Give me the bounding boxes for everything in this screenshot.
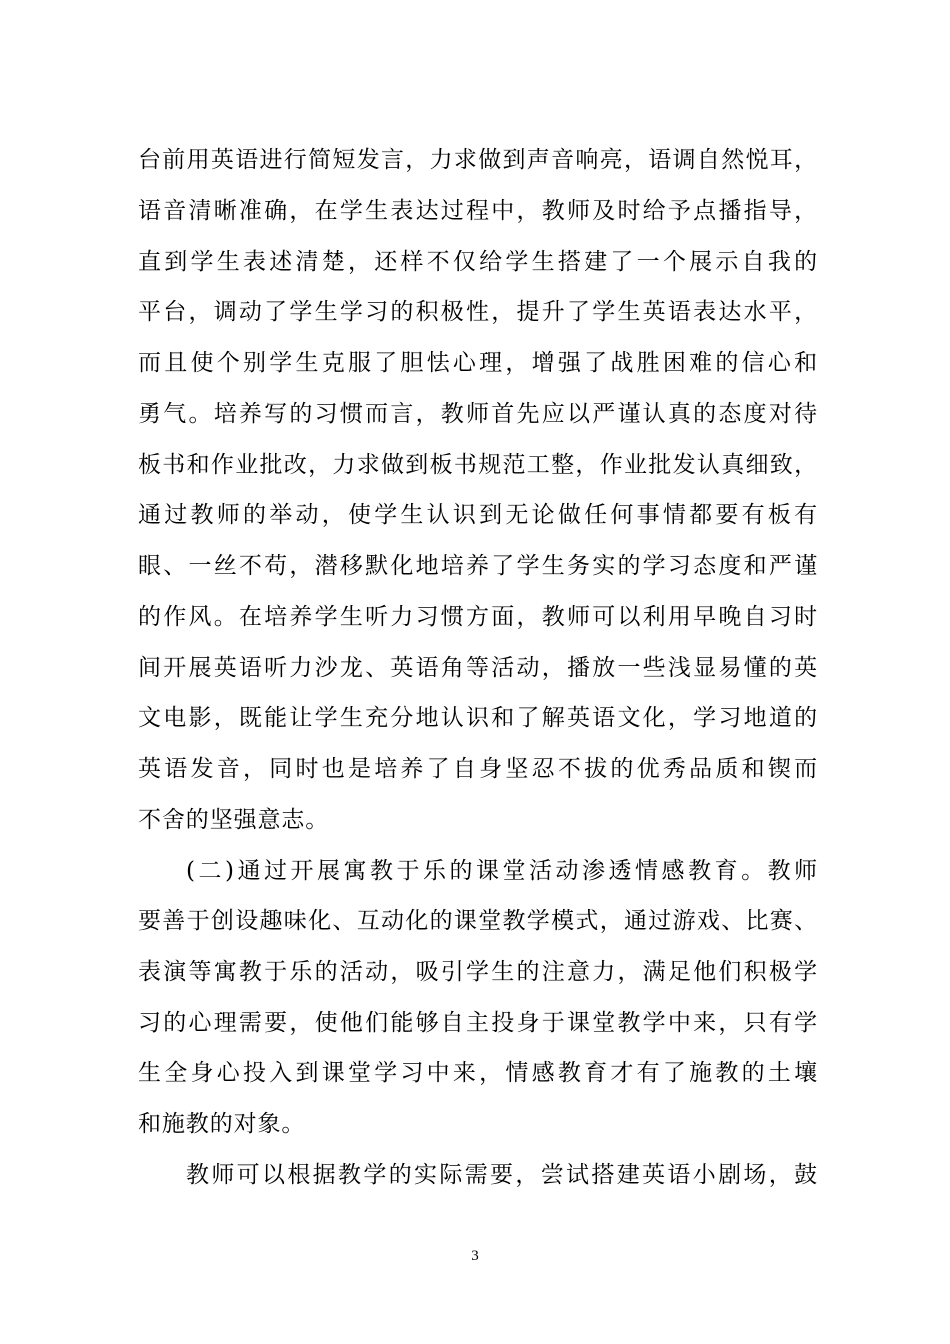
text-line-21: 教师可以根据教学的实际需要，尝试搭建英语小剧场，鼓: [186, 1162, 818, 1188]
page-number: 3: [471, 1248, 479, 1264]
text-line-12: 文电影，既能让学生充分地认识和了解英语文化，学习地道的: [138, 705, 818, 731]
text-line-10: 的作风。在培养学生听力习惯方面，教师可以利用早晚自习时: [138, 604, 818, 630]
text-line-19: 生全身心投入到课堂学习中来，情感教育才有了施教的土壤: [138, 1060, 818, 1086]
text-line-17: 表演等寓教于乐的活动，吸引学生的注意力，满足他们积极学: [138, 959, 818, 985]
text-line-9: 眼、一丝不苟，潜移默化地培养了学生务实的学习态度和严谨: [138, 553, 818, 579]
text-line-5: 而且使个别学生克服了胆怯心理，增强了战胜困难的信心和: [138, 350, 818, 376]
text-line-15: (二)通过开展寓教于乐的课堂活动渗透情感教育。教师: [186, 858, 818, 884]
text-line-3: 直到学生表述清楚，还样不仅给学生搭建了一个展示自我的: [138, 249, 818, 275]
text-line-18: 习的心理需要，使他们能够自主投身于课堂教学中来，只有学: [138, 1010, 818, 1036]
text-line-7: 板书和作业批改，力求做到板书规范工整，作业批发认真细致，: [138, 452, 818, 478]
text-line-8: 通过教师的举动，使学生认识到无论做任何事情都要有板有: [138, 502, 818, 528]
text-line-13: 英语发音，同时也是培养了自身坚忍不拔的优秀品质和锲而: [138, 756, 818, 782]
text-line-6: 勇气。培养写的习惯而言，教师首先应以严谨认真的态度对待: [138, 401, 818, 427]
text-line-20: 和施教的对象。: [138, 1111, 306, 1137]
text-line-16: 要善于创设趣味化、互动化的课堂教学模式，通过游戏、比赛、: [138, 908, 818, 934]
text-line-11: 间开展英语听力沙龙、英语角等活动，播放一些浅显易懂的英: [138, 655, 818, 681]
text-line-1: 台前用英语进行简短发言，力求做到声音响亮，语调自然悦耳，: [138, 147, 818, 173]
text-line-4: 平台，调动了学生学习的积极性，提升了学生英语表达水平，: [138, 299, 818, 325]
text-line-14: 不舍的坚强意志。: [138, 807, 330, 833]
text-line-2: 语音清晰准确，在学生表达过程中，教师及时给予点播指导，: [138, 198, 818, 224]
